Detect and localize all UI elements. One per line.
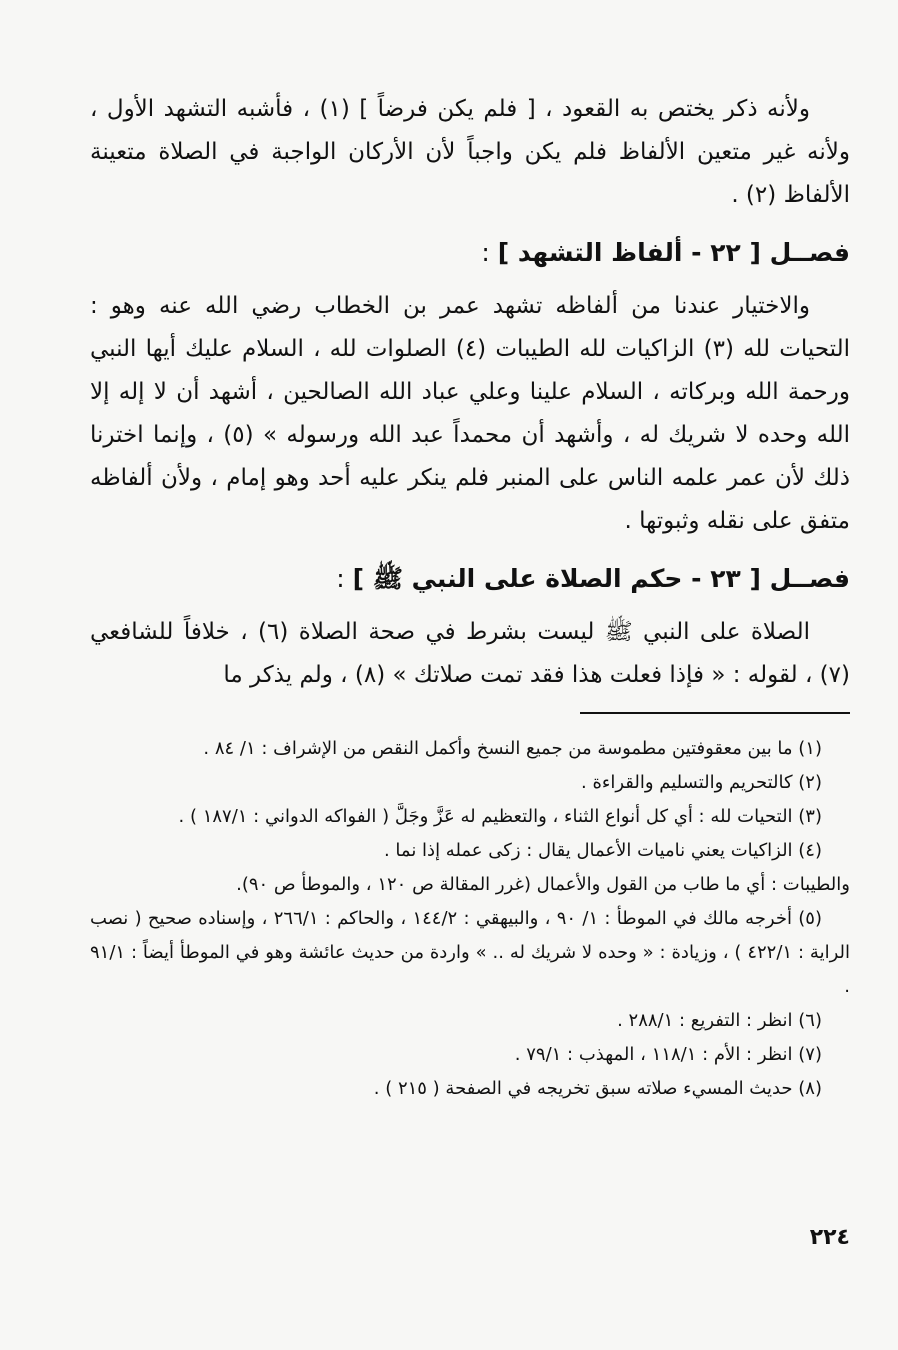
main-text bbox=[90, 88, 850, 697]
paragraph-3: الصلاة على النبي ﷺ ليست بشرط في صحة الصلاة (٦) ، خلافاً للشافعي (٧) ، لقوله : « فإذا فعلت هذا فقد تمت صلاتك » (٨) ، ولم يذكر ما bbox=[90, 619, 850, 688]
footnotes bbox=[90, 712, 850, 1106]
footnote-8: (٨) حديث المسيء صلاته سبق تخريجه في الصفحة ( ٢١٥ ) . bbox=[373, 1078, 822, 1099]
footnote-4-continued: والطيبات : أي ما طاب من القول والأعمال (غرر المقالة ص ١٢٠ ، والموطأ ص ٩٠). bbox=[236, 874, 850, 895]
footnote-2: (٢) كالتحريم والتسليم والقراءة . bbox=[581, 772, 822, 793]
heading-22-text: فصــل [ ٢٢ - ألفاظ التشهد ] bbox=[497, 238, 850, 267]
footnote-6: (٦) انظر : التفريع : ٢٨٨/١ . bbox=[617, 1010, 822, 1031]
footnote-5: (٥) أخرجه مالك في الموطأ : ١/ ٩٠ ، والبيهقي : ١٤٤/٢ ، والحاكم : ٢٦٦/١ ، وإسناده صحيح ( نصب الراية : ٤٢٢/١ ) ، وزيادة : « وحده لا شريك له .. » واردة من حديث عائشة وهو في الموطأ أيضاً : ٩١/١ . bbox=[90, 908, 850, 997]
footnote-7: (٧) انظر : الأم : ١١٨/١ ، المهذب : ٧٩/١ . bbox=[514, 1044, 822, 1065]
footnote-4: (٤) الزاكيات يعني ناميات الأعمال يقال : زكى عمله إذا نما . bbox=[383, 840, 822, 861]
heading-23-text: فصــل [ ٢٣ - حكم الصلاة على النبي ﷺ ] bbox=[352, 564, 850, 593]
section-heading-23 bbox=[90, 553, 850, 605]
paragraph-2: والاختيار عندنا من ألفاظه تشهد عمر بن الخطاب رضي الله عنه وهو : التحيات لله (٣) الزاكيات لله الطيبات (٤) الصلوات لله ، السلام عليك أيها النبي ورحمة الله وبركاته ، السلام علينا وعلي عباد الله الصالحين ، أشهد أن لا إله إلا الله وحده لا شريك له ، وأشهد أن محمداً عبد الله ورسوله » (٥) ، وإنما اخترنا ذلك لأن عمر علمه الناس على المنبر فلم ينكر عليه أحد وهو إمام ، ولأن ألفاظه متفق على نقله وثبوتها . bbox=[90, 293, 851, 534]
page-number: ٢٢٤ bbox=[809, 1225, 850, 1250]
heading-23-colon: : bbox=[336, 564, 353, 593]
heading-22-colon: : bbox=[481, 238, 498, 267]
paragraph-1: ولأنه ذكر يختص به القعود ، [ فلم يكن فرضاً ] (١) ، فأشبه التشهد الأول ، ولأنه غير متعين الألفاظ فلم يكن واجباً لأن الأركان الواجبة في الصلاة متعينة الألفاظ (٢) . bbox=[90, 96, 850, 208]
section-heading-22 bbox=[90, 227, 850, 279]
footnote-3: (٣) التحيات لله : أي كل أنواع الثناء ، والتعظيم له عَزَّ وجَلَّ ( الفواكه الدواني : ١٨٧/١ ) . bbox=[178, 806, 822, 827]
footnote-divider bbox=[580, 712, 850, 714]
footnote-1: (١) ما بين معقوفتين مطموسة من جميع النسخ وأكمل النقص من الإشراف : ١/ ٨٤ . bbox=[203, 738, 822, 759]
